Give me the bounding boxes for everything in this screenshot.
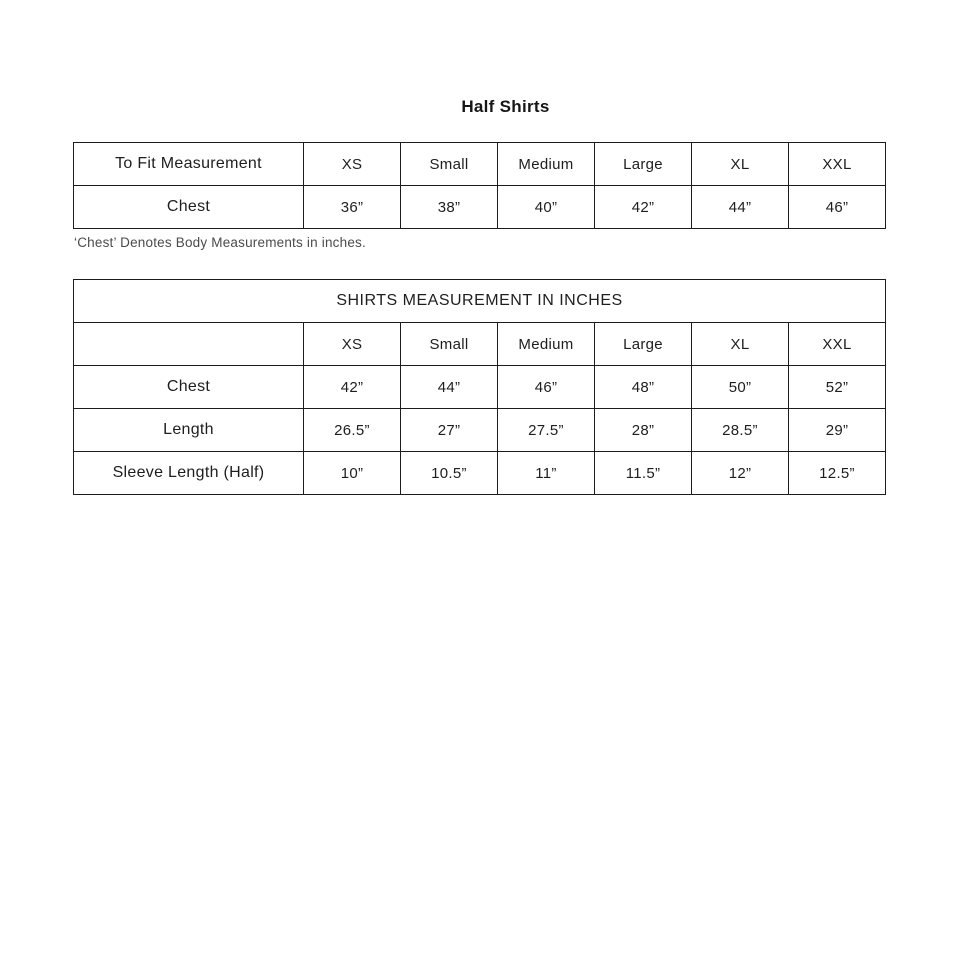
column-header-large: Large [595, 143, 692, 186]
table-caption-row [74, 280, 886, 323]
row-label: Length [74, 409, 304, 452]
measurement-value: 29” [789, 409, 886, 452]
measurement-value: 44” [692, 186, 789, 229]
measurement-value: 50” [692, 366, 789, 409]
measurement-value: 46” [498, 366, 595, 409]
column-header-empty [74, 323, 304, 366]
measurement-value: 40” [498, 186, 595, 229]
shirts-measurement-table [73, 279, 886, 495]
measurement-value: 46” [789, 186, 886, 229]
column-header-xxl: XXL [789, 143, 886, 186]
measurement-value: 52” [789, 366, 886, 409]
measurement-value: 10.5” [401, 452, 498, 495]
measurement-value: 42” [304, 366, 401, 409]
column-header-xxl: XXL [789, 323, 886, 366]
column-header-medium: Medium [498, 143, 595, 186]
page-title: Half Shirts [461, 97, 550, 116]
table-header-row [74, 143, 886, 186]
column-header-xs: XS [304, 143, 401, 186]
column-header-xl: XL [692, 323, 789, 366]
measurement-value: 48” [595, 366, 692, 409]
measurement-value: 28” [595, 409, 692, 452]
table-row-chest [74, 186, 886, 229]
column-header: To Fit Measurement [74, 143, 304, 186]
row-label: Sleeve Length (Half) [74, 452, 304, 495]
column-header-xl: XL [692, 143, 789, 186]
table-header-row [74, 323, 886, 366]
measurement-value: 36” [304, 186, 401, 229]
table-row-sleeve-length [74, 452, 886, 495]
table-title: SHIRTS MEASUREMENT IN INCHES [74, 280, 886, 323]
measurement-value: 26.5” [304, 409, 401, 452]
measurement-value: 42” [595, 186, 692, 229]
chest-note: ‘Chest’ Denotes Body Measurements in inches. [74, 235, 366, 250]
column-header-small: Small [401, 323, 498, 366]
column-header-xs: XS [304, 323, 401, 366]
measurement-value: 12” [692, 452, 789, 495]
to-fit-measurement-table [73, 142, 886, 229]
column-header-small: Small [401, 143, 498, 186]
table-row-chest [74, 366, 886, 409]
row-label: Chest [74, 366, 304, 409]
measurement-value: 38” [401, 186, 498, 229]
row-label: Chest [74, 186, 304, 229]
measurement-value: 11” [498, 452, 595, 495]
column-header-medium: Medium [498, 323, 595, 366]
column-header-large: Large [595, 323, 692, 366]
measurement-value: 10” [304, 452, 401, 495]
measurement-value: 28.5” [692, 409, 789, 452]
measurement-value: 27” [401, 409, 498, 452]
measurement-value: 44” [401, 366, 498, 409]
size-chart-page [73, 97, 886, 495]
measurement-value: 27.5” [498, 409, 595, 452]
measurement-value: 11.5” [595, 452, 692, 495]
measurement-value: 12.5” [789, 452, 886, 495]
table-row-length [74, 409, 886, 452]
